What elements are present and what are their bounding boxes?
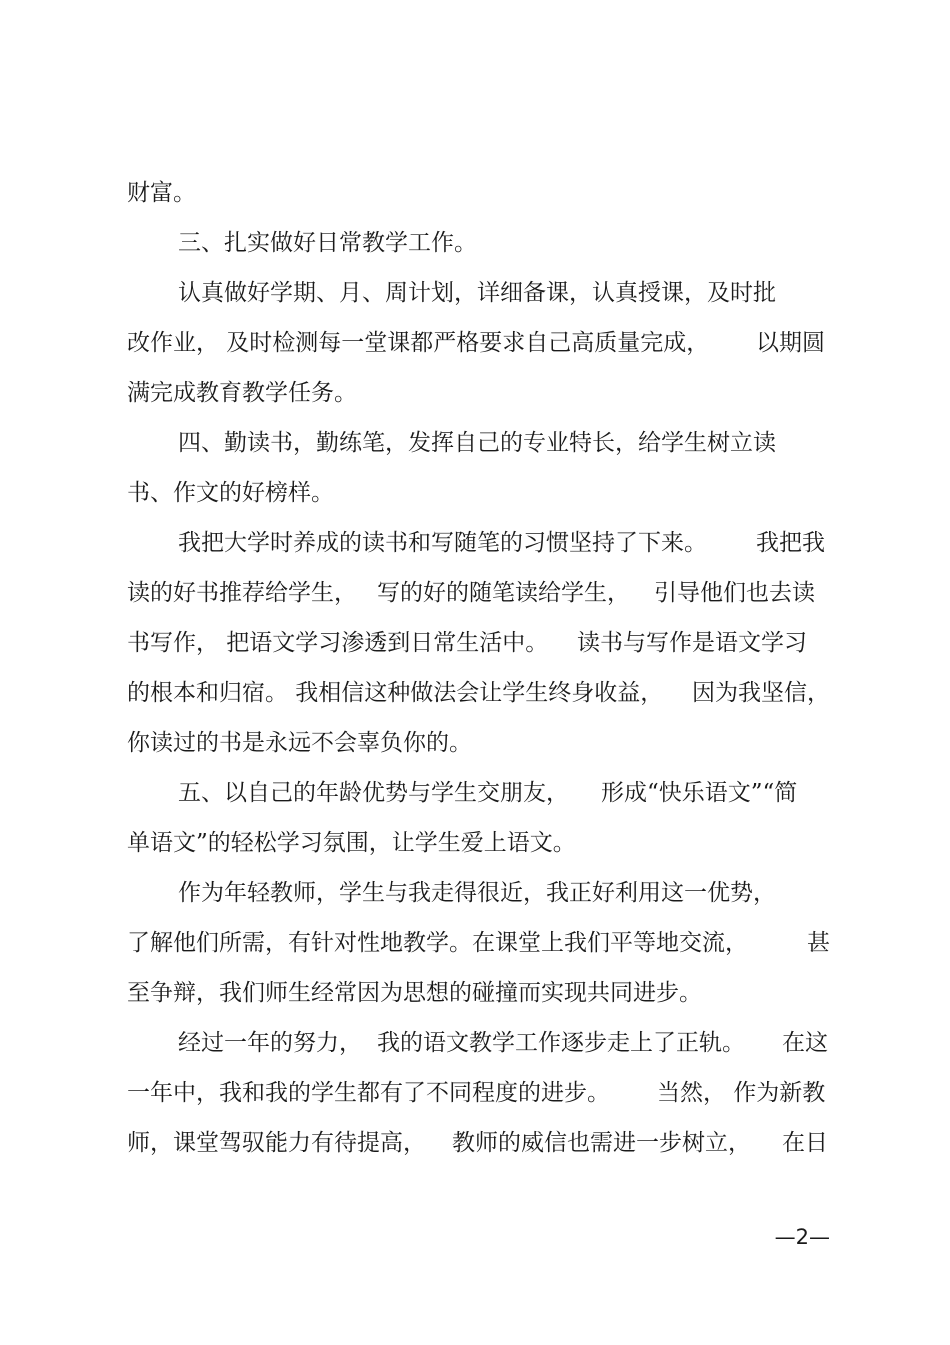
text-segment: 你读过的书是永远不会辜负你的。 <box>127 730 472 756</box>
text-line <box>178 528 881 558</box>
text-segment: 以期圆 <box>756 330 825 356</box>
text-segment: 在日 <box>782 1130 828 1156</box>
section-heading <box>127 828 830 858</box>
text-line <box>178 878 881 908</box>
text-segment: 满完成教育教学任务。 <box>127 380 357 406</box>
text-segment: 我的语文教学工作逐步走上了正轨。 <box>377 1030 745 1056</box>
section-heading <box>178 228 881 258</box>
text-segment: 作为年轻教师，学生与我走得很近，我正好利用这一优势， <box>178 880 776 906</box>
text-segment: 四、勤读书，勤练笔，发挥自己的专业特长，给学生树立读 <box>178 430 776 456</box>
text-line <box>127 578 830 608</box>
text-segment: 读书与写作是语文学习 <box>577 630 807 656</box>
text-line <box>127 678 830 708</box>
text-segment: 单语文”的轻松学习氛围，让学生爱上语文。 <box>127 830 576 856</box>
text-line <box>127 378 830 408</box>
text-segment: 了解他们所需，有针对性地教学。在课堂上我们平等地交流， <box>127 930 748 956</box>
text-segment: 引导他们也去读 <box>654 580 815 606</box>
text-line <box>178 1028 881 1058</box>
text-segment: 财富。 <box>127 180 196 206</box>
text-segment: 在这 <box>782 1030 828 1056</box>
text-segment: 的根本和归宿。 我相信这种做法会让学生终身收益， <box>127 680 664 706</box>
text-line <box>127 1128 830 1158</box>
text-segment: 因为我坚信， <box>692 680 830 706</box>
page-number: —2— <box>774 1225 830 1249</box>
section-heading <box>178 778 881 808</box>
text-segment: 书写作， 把语文学习渗透到日常生活中。 <box>127 630 549 656</box>
text-line <box>127 328 830 358</box>
text-line <box>178 278 881 308</box>
text-line <box>127 978 830 1008</box>
text-line <box>127 178 830 208</box>
text-segment: 书、作文的好榜样。 <box>127 480 334 506</box>
text-segment: 读的好书推荐给学生， <box>127 580 357 606</box>
text-segment: 改作业， 及时检测每一堂课都严格要求自己高质量完成， <box>127 330 710 356</box>
text-line <box>127 628 830 658</box>
text-segment: 一年中，我和我的学生都有了不同程度的进步。 <box>127 1080 610 1106</box>
text-segment: 形成“快乐语文”“简 <box>601 780 798 806</box>
section-heading <box>127 478 830 508</box>
text-segment: 师，课堂驾驭能力有待提高， <box>127 1130 426 1156</box>
text-line <box>127 728 830 758</box>
text-segment: 至争辩，我们师生经常因为思想的碰撞而实现共同进步。 <box>127 980 702 1006</box>
text-segment: 三、扎实做好日常教学工作。 <box>178 230 477 256</box>
text-segment: 经过一年的努力， <box>178 1030 362 1056</box>
text-segment: 认真做好学期、月、周计划，详细备课，认真授课，及时批 <box>178 280 776 306</box>
text-segment: 甚 <box>807 930 830 956</box>
text-line <box>127 928 830 958</box>
text-segment: 当然， 作为新教 <box>657 1080 826 1106</box>
text-segment: 五、以自己的年龄优势与学生交朋友， <box>178 780 569 806</box>
text-line <box>127 1078 830 1108</box>
section-heading <box>178 428 881 458</box>
text-segment: 我把我 <box>756 530 825 556</box>
text-segment: 我把大学时养成的读书和写随笔的习惯坚持了下来。 <box>178 530 707 556</box>
text-segment: 教师的威信也需进一步树立， <box>452 1130 751 1156</box>
text-segment: 写的好的随笔读给学生， <box>377 580 630 606</box>
